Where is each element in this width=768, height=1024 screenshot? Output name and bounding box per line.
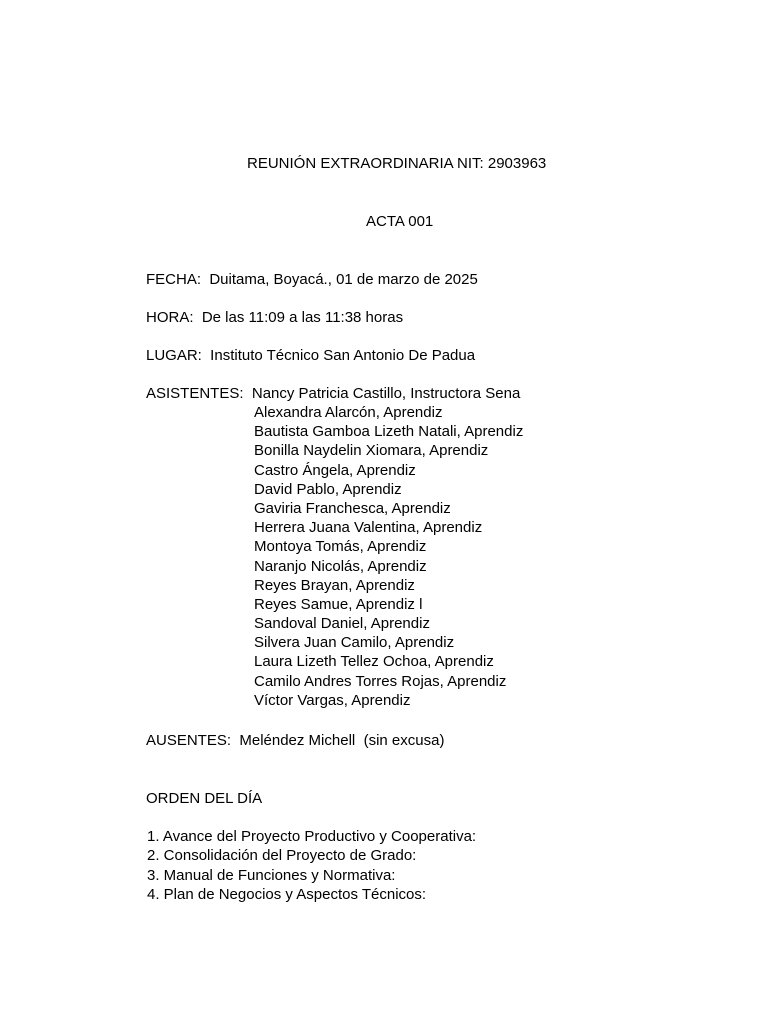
list-item: Reyes Brayan, Aprendiz (254, 576, 415, 594)
asistentes-line: ASISTENTES: Nancy Patricia Castillo, Instructora Sena (146, 385, 521, 402)
list-item: Herrera Juana Valentina, Aprendiz (254, 519, 483, 537)
list-item: Montoya Tomás, Aprendiz (254, 538, 427, 556)
list-item: Naranjo Nicolás, Aprendiz (254, 557, 427, 575)
list-item: Silvera Juan Camilo, Aprendiz (254, 634, 455, 652)
list-item: Castro Ángela, Aprendiz (254, 461, 416, 479)
agenda-list (147, 827, 476, 904)
acta-number: ACTA 001 (366, 213, 434, 230)
list-item: David Pablo, Aprendiz (254, 480, 402, 498)
agenda-item: 3. Manual de Funciones y Normativa: (147, 866, 396, 884)
hora-line: HORA: De las 11:09 a las 11:38 horas (146, 309, 404, 326)
list-item: Laura Lizeth Tellez Ochoa, Aprendiz (254, 653, 494, 671)
list-item: Víctor Vargas, Aprendiz (254, 691, 411, 709)
agenda-item: 1. Avance del Proyecto Productivo y Cooperativa: (147, 828, 477, 845)
list-item: Camilo Andres Torres Rojas, Aprendiz (254, 672, 507, 690)
fecha-line: FECHA: Duitama, Boyacá., 01 de marzo de 2025 (146, 271, 478, 288)
agenda-item: 2. Consolidación del Proyecto de Grado: (147, 847, 417, 865)
attendee-list (254, 403, 523, 710)
lugar-line: LUGAR: Instituto Técnico San Antonio De Padua (146, 347, 476, 364)
agenda-item: 4. Plan de Negocios y Aspectos Técnicos: (147, 885, 427, 903)
list-item: Sandoval Daniel, Aprendiz (254, 615, 430, 633)
list-item: Bautista Gamboa Lizeth Natali, Aprendiz (254, 423, 524, 441)
list-item: Bonilla Naydelin Xiomara, Aprendiz (254, 442, 489, 460)
list-item: Reyes Samue, Aprendiz l (254, 595, 423, 613)
orden-del-dia-heading: ORDEN DEL DÍA (146, 790, 263, 807)
document-title: REUNIÓN EXTRAORDINARIA NIT: 2903963 (247, 155, 547, 172)
list-item: Gaviria Franchesca, Aprendiz (254, 499, 451, 517)
list-item: Alexandra Alarcón, Aprendiz (254, 404, 443, 421)
ausentes-line: AUSENTES: Meléndez Michell (sin excusa) (146, 732, 445, 749)
